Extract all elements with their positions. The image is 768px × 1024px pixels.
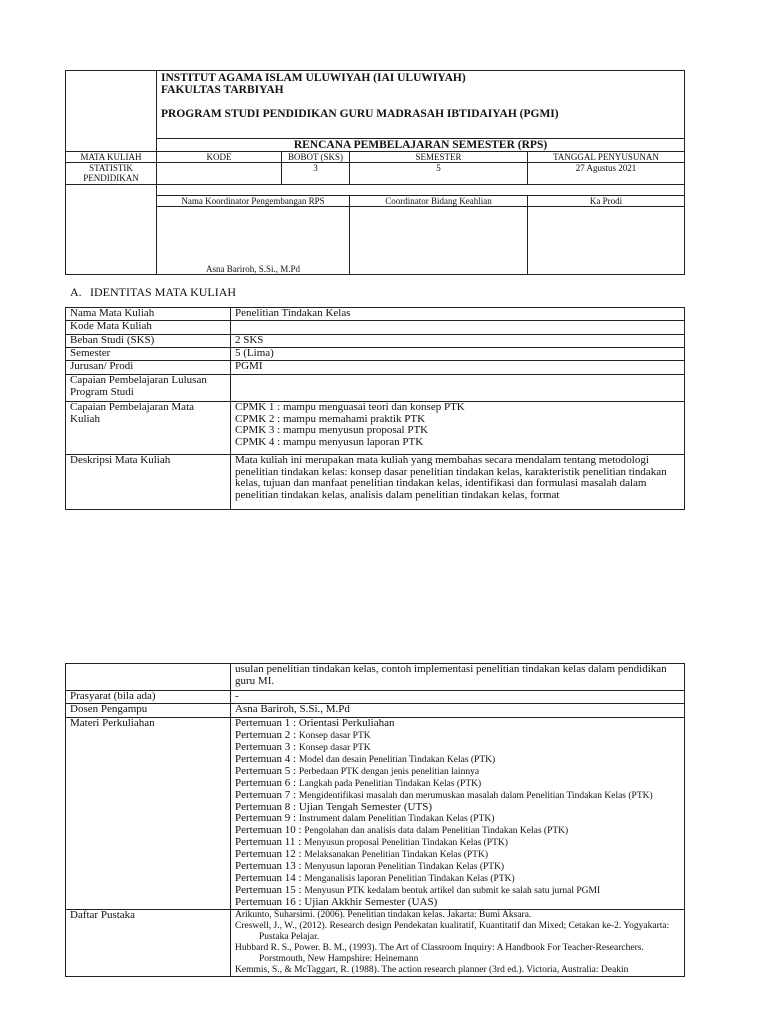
label-dosen: Dosen Pengampu bbox=[66, 704, 231, 718]
materi-text: Menyusun laporan Penelitian Tindakan Kelas (PTK) bbox=[304, 862, 505, 872]
rps-title: RENCANA PEMBELAJARAN SEMESTER (RPS) bbox=[157, 139, 685, 152]
spacer-cell bbox=[157, 185, 685, 196]
sign-header-kaprodi: Ka Prodi bbox=[528, 196, 685, 207]
materi-item bbox=[235, 897, 680, 909]
materi-item bbox=[235, 766, 680, 778]
materi-item bbox=[235, 778, 680, 790]
signer-name: Asna Bariroh, S.Si., M.Pd bbox=[205, 264, 300, 274]
rps-header-table bbox=[65, 70, 685, 275]
label-kode: Kode Mata Kuliah bbox=[66, 321, 231, 335]
signature-coordinator bbox=[350, 207, 528, 275]
value-nama: Penelitian Tindakan Kelas bbox=[231, 308, 685, 321]
materi-prefix: Pertemuan 4 : bbox=[235, 752, 299, 765]
materi-prefix: Pertemuan 9 : bbox=[235, 812, 299, 824]
label-nama: Nama Mata Kuliah bbox=[66, 308, 231, 321]
label-pustaka: Daftar Pustaka bbox=[66, 909, 231, 976]
materi-prefix: Pertemuan 3 : bbox=[235, 740, 299, 753]
col-bobot: BOBOT (SKS) bbox=[282, 152, 350, 163]
cpmk-item: CPMK 4 : mampu menyusun laporan PTK bbox=[235, 435, 424, 448]
reference-item: Hubbard R. S., Power. B. M., (1993). The Art of Classroom Inquiry: A Handbook For Teacher-Researchers. Porstmouth, New Hampshire: Heinemann bbox=[235, 942, 644, 964]
materi-text: Model dan desain Penelitian Tindakan Kelas (PTK) bbox=[298, 754, 496, 765]
materi-prefix: Pertemuan 6 : bbox=[235, 776, 299, 789]
value-kode bbox=[231, 321, 685, 335]
materi-prefix: Pertemuan 10 : bbox=[235, 824, 305, 836]
val-kode bbox=[157, 163, 282, 185]
section-text: IDENTITAS MATA KULIAH bbox=[90, 285, 237, 299]
materi-text: Menyusun proposal Penelitian Tindakan Kelas (PTK) bbox=[303, 838, 508, 848]
materi-text: Langkah pada Penelitian Tindakan Kelas (PTK) bbox=[298, 778, 482, 789]
value-materi bbox=[231, 718, 685, 910]
label-beban: Beban Studi (SKS) bbox=[66, 335, 231, 348]
val-bobot: 3 bbox=[282, 163, 350, 185]
materi-text: Ujian Tengah Semester (UTS) bbox=[298, 800, 432, 813]
signature-kaprodi bbox=[528, 207, 685, 275]
materi-text: Mengidentifikasi masalah dan merumuskan masalah dalam Penelitian Tindakan Kelas (PTK) bbox=[298, 790, 653, 801]
materi-prefix: Pertemuan 2 : bbox=[235, 728, 299, 741]
materi-text: Menyusun PTK kedalam bentuk artikel dan submit ke salah satu jurnal PGMI bbox=[304, 886, 601, 896]
materi-item bbox=[235, 730, 680, 742]
materi-prefix: Pertemuan 12 : bbox=[235, 848, 305, 860]
materi-prefix: Pertemuan 1 : bbox=[235, 717, 299, 729]
program-name: PROGRAM STUDI PENDIDIKAN GURU MADRASAH IBTIDAIYAH (PGMI) bbox=[161, 108, 559, 120]
val-mata-kuliah: STATISTIK PENDIDIKAN bbox=[66, 163, 157, 185]
section-title bbox=[70, 285, 236, 300]
value-dosen: Asna Bariroh, S.Si., M.Pd bbox=[231, 704, 685, 718]
section-number: A. bbox=[70, 285, 82, 299]
identity-table-part-2 bbox=[65, 663, 685, 977]
institution-block bbox=[157, 71, 685, 139]
value-semester: 5 (Lima) bbox=[231, 348, 685, 361]
value-cpl bbox=[231, 375, 685, 402]
identity-table-part-1 bbox=[65, 307, 685, 510]
label-deskripsi-cont bbox=[66, 664, 231, 691]
materi-item bbox=[235, 754, 680, 766]
value-pustaka bbox=[231, 909, 685, 976]
val-tanggal: 27 Agustus 2021 bbox=[528, 163, 685, 185]
val-semester: 5 bbox=[350, 163, 528, 185]
reference-item: Kemmis, S., & McTaggart, R. (1988). The action research planner (3rd ed.). Victoria, Australia: Deakin bbox=[235, 964, 629, 975]
materi-item bbox=[235, 802, 680, 814]
materi-item bbox=[235, 718, 680, 730]
materi-text: Instrument dalam Penelitian Tindakan Kelas (PTK) bbox=[298, 814, 495, 824]
label-cpmk: Capaian Pembelajaran Mata Kuliah bbox=[66, 402, 231, 455]
value-deskripsi-part-2: usulan penelitian tindakan kelas, contoh implementasi penelitian tindakan kelas dalam pendidikan guru MI. bbox=[231, 664, 685, 691]
materi-prefix: Pertemuan 7 : bbox=[235, 788, 299, 801]
value-beban: 2 SKS bbox=[231, 335, 685, 348]
logo-cell bbox=[66, 71, 157, 152]
cpmk-item: CPMK 1 : mampu menguasai teori dan konsep PTK bbox=[235, 401, 465, 413]
value-jurusan: PGMI bbox=[231, 361, 685, 375]
cpmk-item: CPMK 3 : mampu menyusun proposal PTK bbox=[235, 424, 429, 436]
sign-header-coordinator: Coordinator Bidang Keahlian bbox=[350, 196, 528, 207]
value-cpmk bbox=[231, 402, 685, 455]
value-prasyarat: - bbox=[231, 691, 685, 704]
reference-item: Arikunto, Suharsimi. (2006). Penelitian tindakan kelas. Jakarta: Bumi Aksara. bbox=[235, 909, 532, 920]
sign-header-koordinator: Nama Koordinator Pengembangan RPS bbox=[157, 196, 350, 207]
cpmk-item: CPMK 2 : mampu memahami praktik PTK bbox=[235, 412, 426, 425]
materi-text: Konsep dasar PTK bbox=[298, 742, 371, 753]
materi-prefix: Pertemuan 11 : bbox=[235, 836, 304, 848]
value-deskripsi-part-1: Mata kuliah ini merupakan mata kuliah yang membahas secara mendalam tentang metodologi penelitian tindakan kelas: konsep dasar penelitian tindakan kelas, karakteristik penelitian tindakan kelas, tujuan dan manfaat penelitian tindakan kelas, identifikasi dan formulasi masalah dalam penelitian tindakan kelas, analisis dalam penelitian tindakan kelas, format bbox=[231, 455, 685, 510]
materi-text: Konsep dasar PTK bbox=[298, 730, 371, 741]
materi-prefix: Pertemuan 16 : bbox=[235, 896, 305, 908]
reference-item: Creswell, J., W., (2012). Research design Pendekatan kualitatif, Kuantitatif dan Mixed; Cetakan ke-2. Yogyakarta: Pustaka Pelajar. bbox=[235, 920, 670, 942]
label-cpl: Capaian Pembelajaran Lulusan Program Studi bbox=[66, 375, 231, 402]
materi-prefix: Pertemuan 13 : bbox=[235, 860, 305, 872]
label-semester: Semester bbox=[66, 348, 231, 361]
materi-text: Perbedaan PTK dengan jenis penelitian lainnya bbox=[298, 766, 480, 777]
materi-text: Menganalisis laporan Penelitian Tindakan Kelas (PTK) bbox=[304, 874, 515, 884]
label-materi: Materi Perkuliahan bbox=[66, 718, 231, 910]
label-deskripsi: Deskripsi Mata Kuliah bbox=[66, 455, 231, 510]
label-prasyarat: Prasyarat (bila ada) bbox=[66, 691, 231, 704]
col-mata-kuliah: MATA KULIAH bbox=[66, 152, 157, 163]
col-tanggal: TANGGAL PENYUSUNAN bbox=[528, 152, 685, 163]
materi-text: Ujian Akkhir Semester (UAS) bbox=[304, 896, 438, 908]
signature-koordinator bbox=[157, 207, 350, 275]
left-blank-cell bbox=[66, 185, 157, 275]
col-kode: KODE bbox=[157, 152, 282, 163]
materi-prefix: Pertemuan 14 : bbox=[235, 872, 305, 884]
materi-list bbox=[235, 718, 680, 909]
materi-prefix: Pertemuan 8 : bbox=[235, 800, 299, 813]
materi-prefix: Pertemuan 5 : bbox=[235, 764, 299, 777]
materi-item bbox=[235, 742, 680, 754]
institute-name: INSTITUT AGAMA ISLAM ULUWIYAH (IAI ULUWIYAH) bbox=[161, 72, 466, 84]
materi-text: Pengolahan dan analisis data dalam Penelitian Tindakan Kelas (PTK) bbox=[304, 826, 569, 836]
faculty-name: FAKULTAS TARBIYAH bbox=[161, 84, 284, 96]
col-semester: SEMESTER bbox=[350, 152, 528, 163]
materi-text: Melaksanakan Penelitian Tindakan Kelas (PTK) bbox=[304, 850, 488, 860]
label-jurusan: Jurusan/ Prodi bbox=[66, 361, 231, 375]
materi-prefix: Pertemuan 15 : bbox=[235, 884, 305, 896]
materi-text: Orientasi Perkuliahan bbox=[298, 717, 395, 729]
